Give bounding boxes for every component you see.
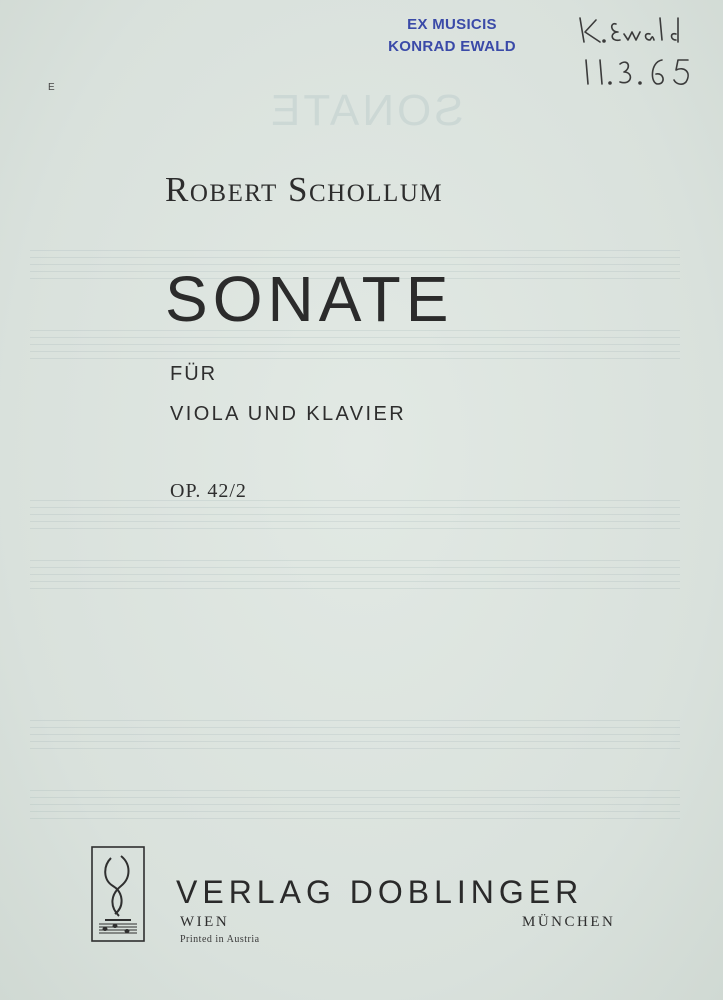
composer-name: Robert Schollum [165,170,444,209]
publisher-logo-icon [91,846,145,942]
for-label: FÜR [170,363,218,385]
publisher-city-vienna: WIEN [180,914,230,930]
show-through-title: SONATE [268,86,464,135]
opus-number: OP. 42/2 [170,480,247,502]
show-through-staff [30,330,680,450]
instrumentation: VIOLA UND KLAVIER [170,403,407,425]
stamp-line-2: KONRAD EWALD [388,38,516,55]
printed-in-note: Printed in Austria [180,934,260,945]
corner-mark: E [48,82,55,93]
ownership-stamp [360,14,544,58]
work-title: SONATE [165,263,454,335]
publisher-city-munich: MÜNCHEN [522,914,616,930]
publisher-name: VERLAG DOBLINGER [176,874,584,910]
handwritten-signature [570,8,710,90]
stamp-line-1: EX MUSICIS [407,16,497,33]
show-through-staff [30,560,680,680]
